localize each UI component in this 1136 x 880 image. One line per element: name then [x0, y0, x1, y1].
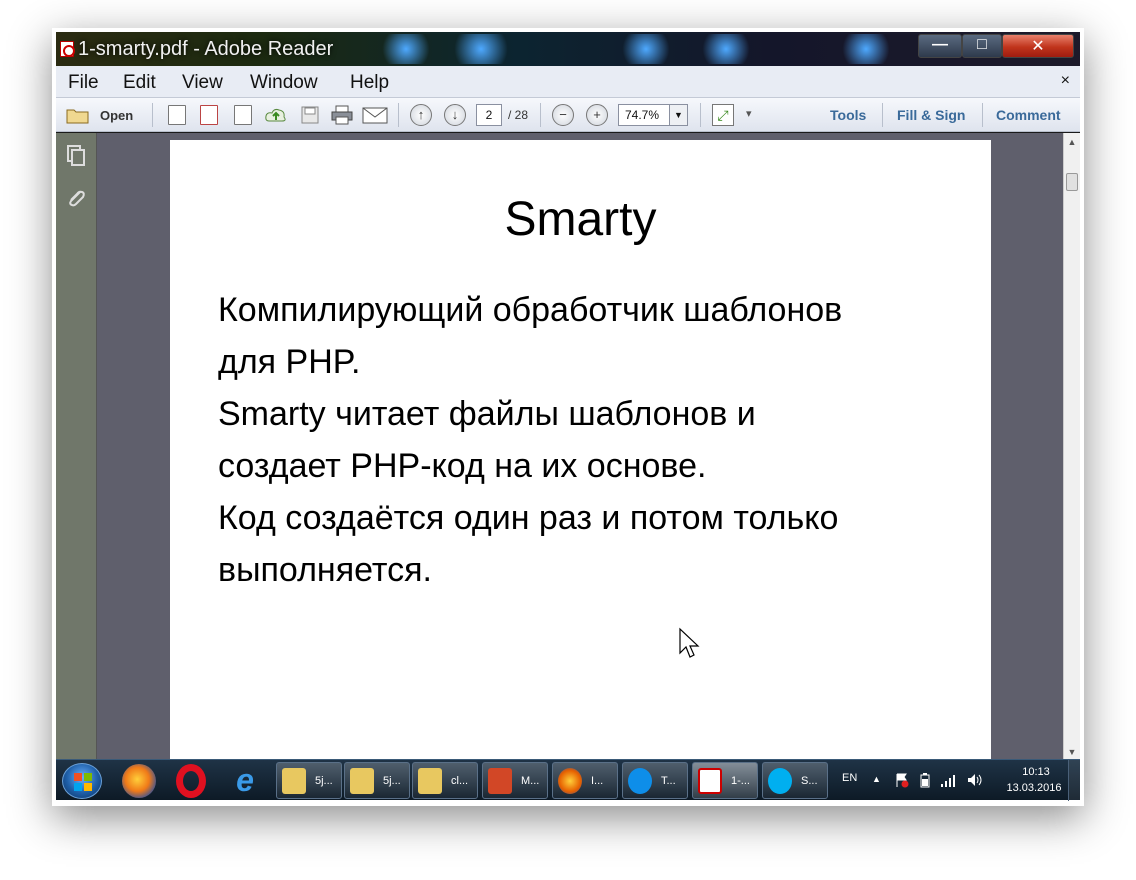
firefox-icon	[558, 768, 582, 794]
next-page-button[interactable]: ↓	[444, 104, 466, 126]
navigation-pane	[56, 133, 97, 759]
edit-pdf-icon[interactable]	[234, 105, 252, 125]
tools-tab[interactable]: Tools	[830, 107, 867, 123]
task-folder-5j-2[interactable]: 5j...	[344, 762, 410, 799]
body-line: создает PHP-код на их основе.	[218, 447, 707, 485]
task-folder-cl[interactable]: cl...	[412, 762, 478, 799]
slide-title: Smarty	[504, 193, 657, 246]
folder-icon	[350, 768, 374, 794]
show-hidden-icons-button[interactable]: ▲	[872, 774, 881, 784]
close-button[interactable]: ✕	[1002, 34, 1074, 58]
zoom-value: 74.7%	[625, 108, 660, 122]
teamviewer-icon	[628, 768, 652, 794]
menu-file[interactable]: File	[68, 72, 99, 93]
previous-page-button[interactable]: ↑	[410, 104, 432, 126]
slide-body	[218, 284, 958, 596]
title-bar[interactable]	[56, 32, 1080, 66]
fill-sign-tab[interactable]: Fill & Sign	[897, 107, 966, 123]
close-document-button[interactable]: ×	[1060, 72, 1070, 89]
menu-window[interactable]: Window	[250, 72, 318, 93]
comment-tab[interactable]: Comment	[996, 107, 1061, 123]
window-title: 1-smarty.pdf - Adobe Reader	[78, 38, 334, 60]
opera-pinned-icon[interactable]	[176, 764, 206, 798]
scroll-up-icon[interactable]: ▲	[1067, 137, 1077, 147]
firefox-pinned-icon[interactable]	[122, 764, 156, 798]
skype-icon	[768, 768, 792, 794]
powerpoint-icon	[488, 768, 512, 794]
action-center-flag-icon[interactable]	[894, 772, 910, 788]
body-line: Компилирующий обработчик шаблонов	[218, 291, 843, 329]
attachments-icon[interactable]	[64, 187, 88, 211]
clock-time[interactable]: 10:13	[1022, 766, 1050, 778]
more-tools-icon[interactable]: ▾	[746, 108, 752, 120]
task-powerpoint[interactable]: M...	[482, 762, 548, 799]
body-line: для PHP.	[218, 343, 361, 381]
menu-bar	[56, 66, 1080, 98]
menu-edit[interactable]: Edit	[123, 72, 156, 93]
network-signal-icon[interactable]	[940, 772, 958, 788]
vertical-scrollbar[interactable]	[1063, 133, 1080, 759]
export-pdf-icon[interactable]	[200, 105, 218, 125]
menu-view[interactable]: View	[182, 72, 223, 93]
folder-icon	[418, 768, 442, 794]
maximize-button[interactable]: □	[962, 34, 1002, 58]
task-teamviewer[interactable]: T...	[622, 762, 688, 799]
adobe-reader-window	[56, 32, 1080, 800]
zoom-out-button[interactable]: −	[552, 104, 574, 126]
print-icon[interactable]	[330, 105, 354, 125]
pdf-app-icon	[60, 41, 74, 57]
minimize-button[interactable]: —	[918, 34, 962, 58]
save-icon[interactable]	[300, 105, 320, 125]
scroll-thumb[interactable]	[1066, 173, 1078, 191]
body-line: Код создаётся один раз и потом только	[218, 499, 839, 537]
battery-icon[interactable]	[920, 772, 930, 788]
zoom-select[interactable]	[618, 104, 688, 126]
page-number-input[interactable]: 2	[476, 104, 502, 126]
pdf-page	[170, 140, 991, 759]
chevron-down-icon[interactable]: ▼	[669, 105, 687, 125]
zoom-in-button[interactable]: +	[586, 104, 608, 126]
open-folder-icon[interactable]	[66, 107, 90, 124]
open-button[interactable]: Open	[100, 108, 134, 123]
body-line: выполняется.	[218, 551, 432, 589]
volume-icon[interactable]	[966, 772, 984, 788]
clock-date[interactable]: 13.03.2016	[1006, 782, 1062, 794]
full-screen-icon[interactable]: ⤢	[712, 104, 734, 126]
task-adobe-reader[interactable]: 1-...	[692, 762, 758, 799]
task-folder-5j-1[interactable]: 5j...	[276, 762, 342, 799]
task-skype[interactable]: S...	[762, 762, 828, 799]
document-view[interactable]	[97, 133, 1063, 759]
menu-help[interactable]: Help	[350, 72, 390, 93]
body-line: Smarty читает файлы шаблонов и	[218, 395, 756, 433]
start-button[interactable]	[62, 763, 102, 799]
internet-explorer-pinned-icon[interactable]: e	[236, 762, 254, 798]
pdf-icon	[698, 768, 722, 794]
windows-logo-icon	[74, 773, 92, 791]
task-firefox[interactable]: I...	[552, 762, 618, 799]
create-pdf-icon[interactable]	[168, 105, 186, 125]
toolbar	[56, 98, 1080, 132]
show-desktop-button[interactable]	[1068, 760, 1080, 801]
mouse-cursor-icon	[678, 627, 700, 659]
taskbar	[56, 759, 1080, 800]
upload-cloud-icon[interactable]	[264, 105, 288, 125]
folder-icon	[282, 768, 306, 794]
page-total: / 28	[508, 108, 529, 122]
scroll-down-icon[interactable]: ▼	[1067, 747, 1077, 757]
email-icon[interactable]	[362, 105, 388, 125]
page-thumbnails-icon[interactable]	[64, 143, 88, 167]
language-indicator[interactable]: EN	[842, 772, 858, 784]
